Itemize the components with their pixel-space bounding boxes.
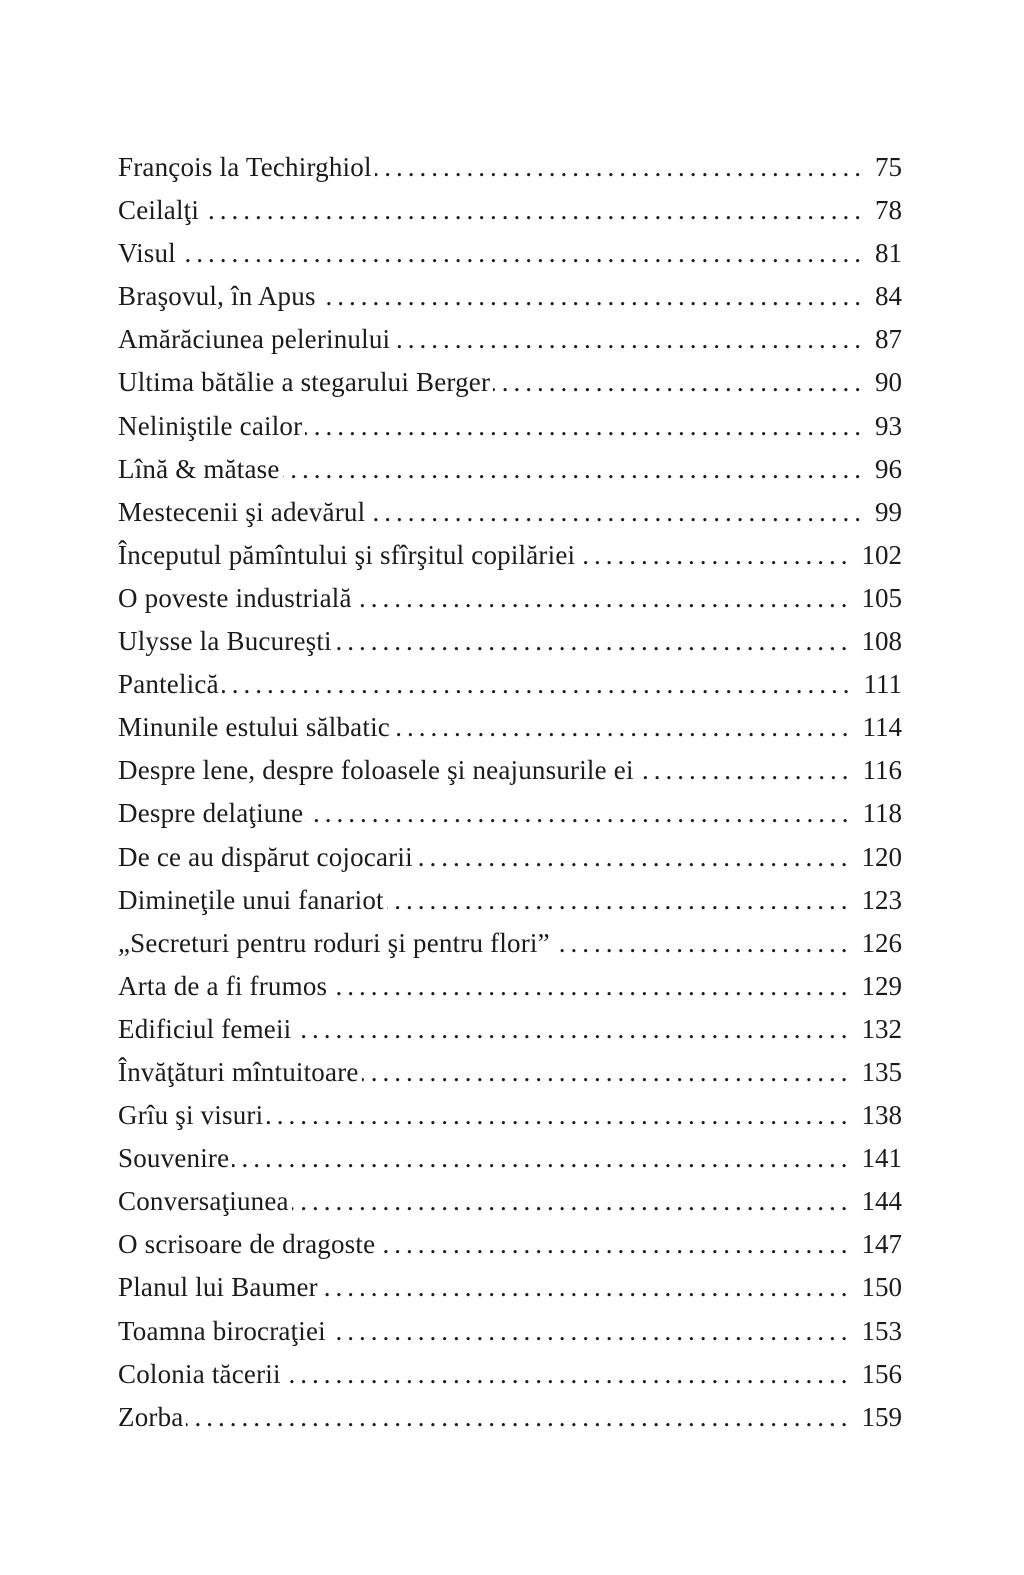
toc-entry-page: 135 bbox=[861, 1056, 902, 1087]
toc-entry-page: 118 bbox=[862, 798, 902, 829]
toc-entry-page: 138 bbox=[861, 1100, 902, 1131]
toc-entry bbox=[118, 1266, 902, 1309]
toc-entry-page: 147 bbox=[861, 1229, 902, 1260]
toc-entry bbox=[118, 792, 902, 835]
toc-entry-page: 132 bbox=[861, 1013, 902, 1044]
dot-leader bbox=[393, 318, 866, 361]
toc-entry-page: 120 bbox=[861, 841, 902, 872]
toc-entry-page: 81 bbox=[875, 238, 902, 269]
dot-leader bbox=[393, 706, 854, 749]
toc-entry bbox=[118, 491, 902, 534]
toc-entry bbox=[118, 965, 902, 1008]
toc-entry-title: Învăţături mîntuitoare bbox=[118, 1056, 359, 1087]
toc-entry bbox=[118, 1353, 902, 1396]
dot-leader bbox=[179, 232, 866, 275]
toc-entry bbox=[118, 361, 902, 404]
toc-entry bbox=[118, 706, 902, 749]
dot-leader bbox=[378, 1223, 852, 1266]
toc-entry-page: 87 bbox=[875, 324, 902, 355]
toc-entry-title: O poveste industrială bbox=[118, 582, 352, 613]
dot-leader bbox=[493, 361, 866, 404]
dot-leader bbox=[294, 1008, 852, 1051]
toc-entry-title: Conversaţiunea bbox=[118, 1186, 289, 1217]
toc-entry-page: 144 bbox=[861, 1186, 902, 1217]
toc-list bbox=[118, 146, 902, 1439]
toc-entry-page: 111 bbox=[863, 669, 902, 700]
toc-entry-title: Minunile estului sălbatic bbox=[118, 712, 390, 743]
dot-leader bbox=[202, 189, 866, 232]
toc-entry bbox=[118, 1396, 902, 1439]
dot-leader bbox=[375, 146, 866, 189]
toc-entry-title: Braşovul, în Apus bbox=[118, 281, 316, 312]
dot-leader bbox=[362, 1051, 853, 1094]
toc-entry-title: Souvenire bbox=[118, 1143, 230, 1174]
toc-entry bbox=[118, 577, 902, 620]
toc-entry-title: O scrisoare de dragoste bbox=[118, 1229, 376, 1260]
toc-entry bbox=[118, 1180, 902, 1223]
toc-entry bbox=[118, 1137, 902, 1180]
toc-entry-title: Neliniştile cailor bbox=[118, 410, 303, 441]
dot-leader bbox=[335, 620, 853, 663]
dot-leader bbox=[578, 534, 852, 577]
dot-leader bbox=[416, 836, 853, 879]
toc-entry bbox=[118, 448, 902, 491]
toc-entry bbox=[118, 879, 902, 922]
dot-leader bbox=[284, 1353, 853, 1396]
dot-leader bbox=[319, 275, 866, 318]
toc-entry-page: 126 bbox=[861, 927, 902, 958]
dot-leader bbox=[266, 1094, 852, 1137]
toc-entry-page: 159 bbox=[861, 1401, 902, 1432]
toc-entry bbox=[118, 232, 902, 275]
toc-entry-title: Începutul pămîntului şi sfîrşitul copilăriei bbox=[118, 539, 576, 570]
toc-entry bbox=[118, 405, 902, 448]
dot-leader bbox=[355, 577, 853, 620]
toc-entry-page: 116 bbox=[862, 755, 902, 786]
toc-entry-page: 129 bbox=[861, 970, 902, 1001]
toc-entry-page: 93 bbox=[875, 410, 902, 441]
toc-entry-page: 96 bbox=[875, 453, 902, 484]
toc-entry-title: Arta de a fi frumos bbox=[118, 970, 328, 1001]
toc-entry-page: 114 bbox=[862, 712, 902, 743]
toc-entry bbox=[118, 922, 902, 965]
dot-leader bbox=[368, 491, 866, 534]
toc-entry-page: 105 bbox=[861, 582, 902, 613]
toc-entry-page: 99 bbox=[875, 496, 902, 527]
toc-entry-page: 102 bbox=[861, 539, 902, 570]
dot-leader bbox=[222, 663, 855, 706]
toc-entry bbox=[118, 189, 902, 232]
dot-leader bbox=[186, 1396, 852, 1439]
toc-entry bbox=[118, 1223, 902, 1266]
dot-leader bbox=[329, 1310, 853, 1353]
toc-entry-title: Ultima bătălie a stegarului Berger bbox=[118, 367, 491, 398]
toc-entry bbox=[118, 146, 902, 189]
toc-entry-title: Despre delaţiune bbox=[118, 798, 304, 829]
toc-entry-page: 75 bbox=[875, 152, 902, 182]
toc-entry bbox=[118, 663, 902, 706]
dot-leader bbox=[283, 448, 866, 491]
toc-entry bbox=[118, 1051, 902, 1094]
toc-entry bbox=[118, 1094, 902, 1137]
toc-entry bbox=[118, 836, 902, 879]
toc-entry bbox=[118, 1310, 902, 1353]
toc-entry-title: Planul lui Baumer bbox=[118, 1272, 318, 1303]
toc-entry-title: Mestecenii şi adevărul bbox=[118, 496, 366, 527]
toc-entry bbox=[118, 620, 902, 663]
toc-entry-page: 84 bbox=[875, 281, 902, 312]
toc-entry-title: Amărăciunea pelerinului bbox=[118, 324, 391, 355]
toc-entry bbox=[118, 1008, 902, 1051]
dot-leader bbox=[330, 965, 852, 1008]
toc-entry bbox=[118, 318, 902, 361]
toc-entry-title: Colonia tăcerii bbox=[118, 1358, 281, 1389]
toc-entry-page: 90 bbox=[875, 367, 902, 398]
dot-leader bbox=[321, 1266, 853, 1309]
toc-entry-title: Despre lene, despre foloasele şi neajunsurile ei bbox=[118, 755, 634, 786]
dot-leader bbox=[387, 879, 853, 922]
toc-entry-title: Ulysse la Bucureşti bbox=[118, 626, 332, 657]
toc-entry-page: 150 bbox=[861, 1272, 902, 1303]
toc-entry-page: 78 bbox=[875, 195, 902, 226]
dot-leader bbox=[232, 1137, 852, 1180]
toc-entry-page: 156 bbox=[861, 1358, 902, 1389]
toc-entry-page: 141 bbox=[861, 1143, 902, 1174]
dot-leader bbox=[637, 749, 854, 792]
toc-entry-title: Grîu şi visuri bbox=[118, 1100, 264, 1131]
toc-entry-title: „Secreturi pentru roduri şi pentru flori” bbox=[118, 927, 550, 958]
toc-entry-title: Pantelică bbox=[118, 669, 219, 700]
dot-leader bbox=[292, 1180, 853, 1223]
toc-entry-title: Ceilalţi bbox=[118, 195, 200, 226]
toc-entry-title: Dimineţile unui fanariot bbox=[118, 884, 384, 915]
toc-entry-title: De ce au dispărut cojocarii bbox=[118, 841, 413, 872]
toc-entry-title: Zorba bbox=[118, 1401, 184, 1432]
toc-entry-page: 153 bbox=[861, 1315, 902, 1346]
toc-entry-page: 123 bbox=[861, 884, 902, 915]
dot-leader bbox=[305, 405, 866, 448]
toc-entry bbox=[118, 749, 902, 792]
dot-leader bbox=[553, 922, 853, 965]
dot-leader bbox=[306, 792, 853, 835]
toc-entry-title: Edificiul femeii bbox=[118, 1013, 292, 1044]
toc-entry-page: 108 bbox=[861, 626, 902, 657]
toc-entry-title: Toamna birocraţiei bbox=[118, 1315, 326, 1346]
toc-entry-title: Lînă & mătase bbox=[118, 453, 280, 484]
toc-entry-title: François la Techirghiol bbox=[118, 152, 372, 182]
toc-entry bbox=[118, 275, 902, 318]
toc-entry bbox=[118, 534, 902, 577]
toc-entry-title: Visul bbox=[118, 238, 176, 269]
